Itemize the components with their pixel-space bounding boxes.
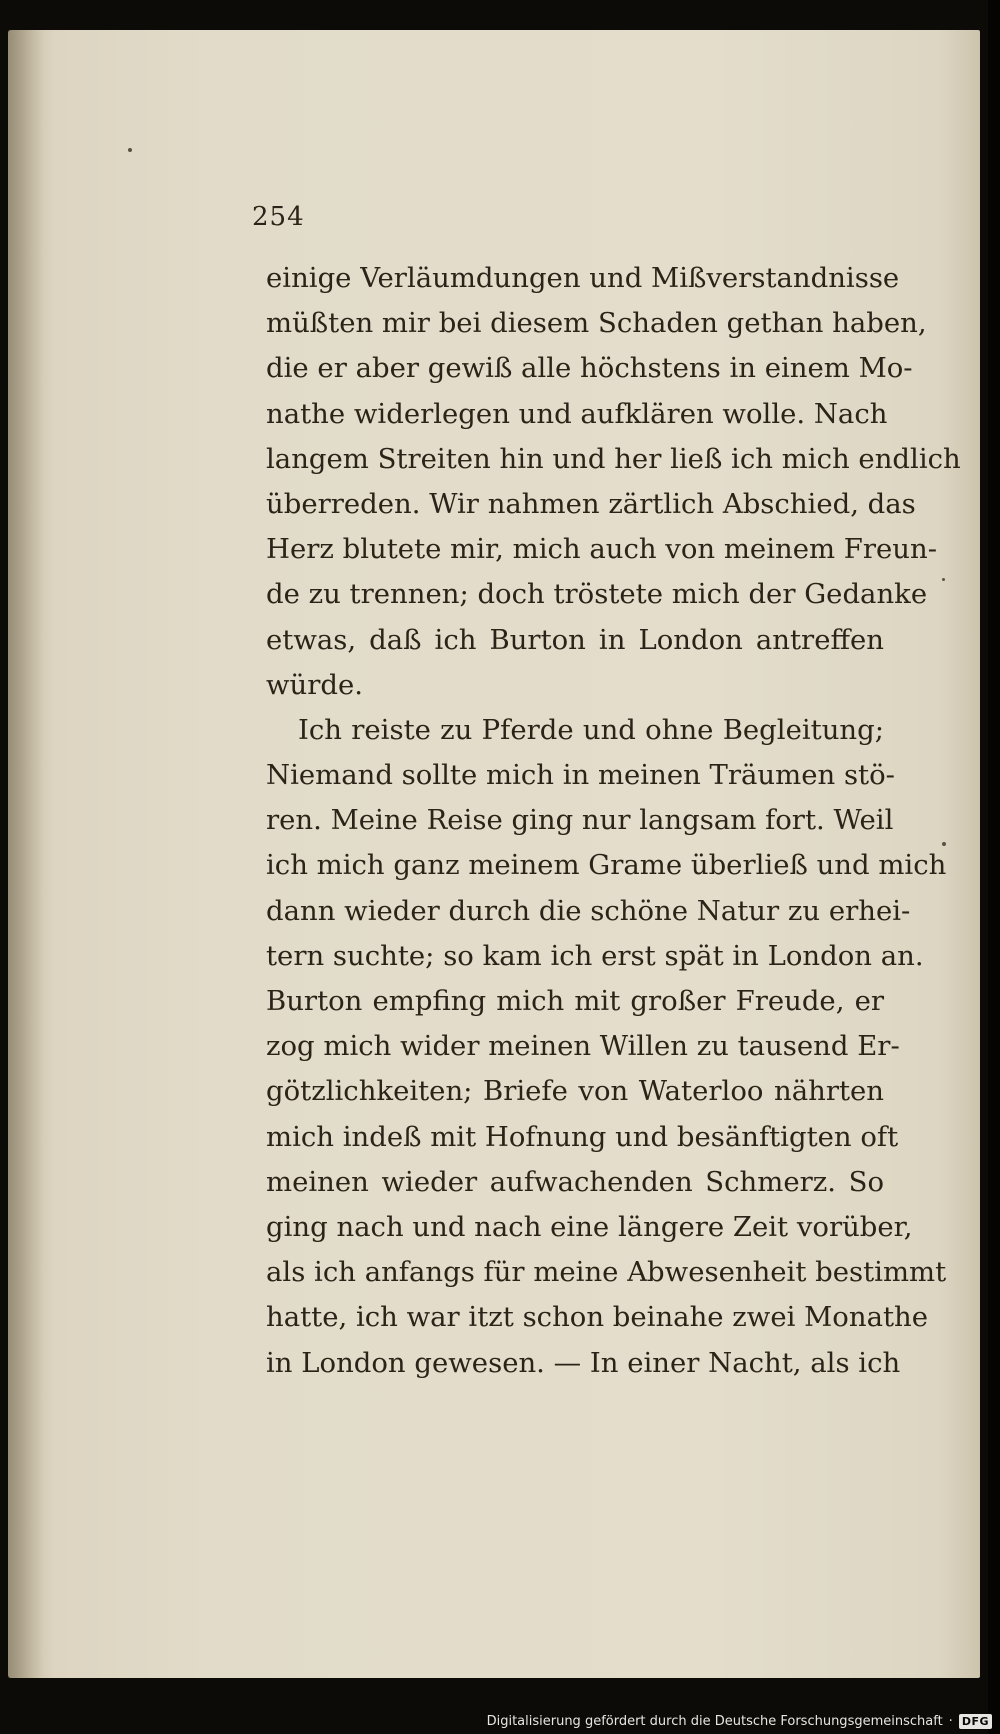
text-line: Burton empfing mich mit großer Freude, er [266, 985, 884, 1017]
text-line: tern suchte; so kam ich erst spät in London an. [266, 939, 924, 972]
dfg-logo-icon: DFG [959, 1714, 992, 1729]
paper-speck [942, 842, 946, 846]
text-line: etwas, daß ich Burton in London antreffen [266, 623, 884, 656]
text-line: Herz blutete mir, mich auch von meinem Freun- [266, 533, 938, 566]
paper-speck [128, 148, 132, 152]
text-line: ging nach und nach eine längere Zeit vorüber, [266, 1210, 913, 1243]
text-line: nathe widerlegen und aufklären wolle. Nach [266, 397, 888, 430]
text-line: Ich reiste zu Pferde und ohne Begleitung; [298, 713, 884, 746]
text-line: ren. Meine Reise ging nur langsam fort. Weil [266, 804, 894, 837]
text-line: Niemand sollte mich in meinen Träumen stö- [266, 759, 895, 792]
digitization-footer [487, 1710, 992, 1732]
text-line: hatte, ich war itzt schon beinahe zwei Monathe [266, 1301, 929, 1334]
text-line: ich mich ganz meinem Grame überließ und mich [266, 849, 947, 882]
text-line: als ich anfangs für meine Abwesenheit bestimmt [266, 1256, 947, 1289]
text-line: einige Verläumdungen und Mißverstandnisse [266, 262, 900, 294]
footer-credit: Digitalisierung gefördert durch die Deutsche Forschungsgemeinschaft [486, 1713, 943, 1729]
text-line: würde. [266, 668, 364, 701]
text-line: müßten mir bei diesem Schaden gethan haben, [266, 307, 927, 340]
paper-page [8, 30, 980, 1678]
page-number: 254 [252, 202, 305, 232]
text-line: dann wieder durch die schöne Natur zu erhei- [266, 894, 911, 927]
paper-speck [942, 578, 945, 581]
text-line: zog mich wider meinen Willen zu tausend Er- [266, 1030, 900, 1063]
text-line: götzlichkeiten; Briefe von Waterloo nährten [266, 1075, 884, 1108]
text-line: die er aber gewiß alle höchstens in einem Mo- [266, 352, 913, 385]
text-line: meinen wieder aufwachenden Schmerz. So [266, 1165, 884, 1198]
body-text [266, 256, 961, 1386]
text-line: überreden. Wir nahmen zärtlich Abschied, das [266, 487, 916, 520]
text-line: de zu trennen; doch tröstete mich der Gedanke [266, 578, 928, 611]
text-line: langem Streiten hin und her ließ ich mich endlich [266, 442, 961, 475]
scan-edge [988, 0, 1000, 1734]
footer-separator: · [948, 1713, 953, 1729]
text-line: mich indeß mit Hofnung und besänftigten oft [266, 1120, 899, 1153]
text-line: in London gewesen. — In einer Nacht, als ich [266, 1346, 901, 1379]
